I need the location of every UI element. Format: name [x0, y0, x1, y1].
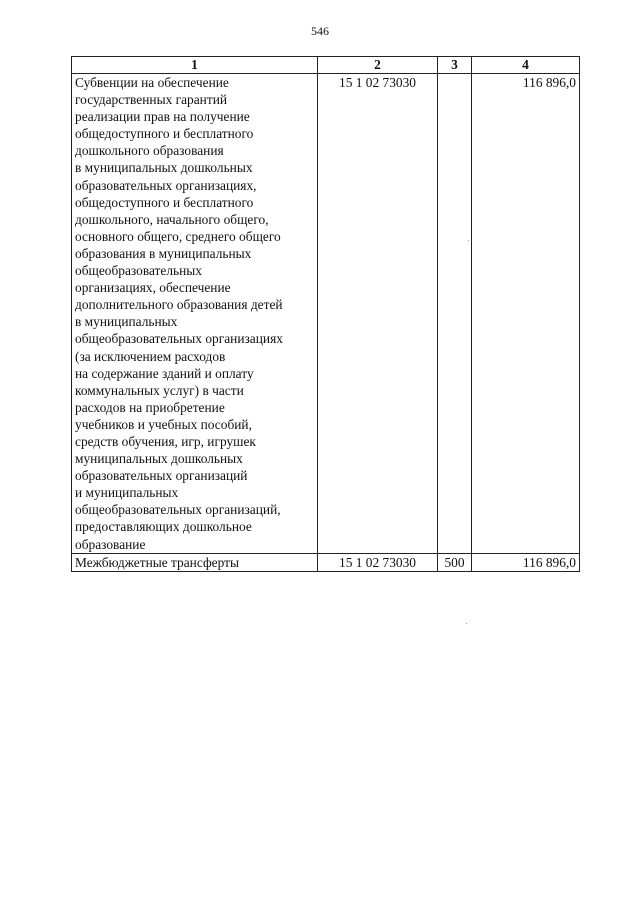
- header-col-3: 3: [438, 57, 472, 74]
- table-row: [72, 74, 580, 554]
- header-col-2: 2: [318, 57, 438, 74]
- row-expense-type: [438, 74, 472, 554]
- row-amount: 116 896,0: [472, 74, 580, 554]
- budget-table: [71, 56, 580, 572]
- page-number: 546: [311, 24, 329, 38]
- header-col-4: 4: [472, 57, 580, 74]
- row-description: Субвенции на обеспечение государственных гарантий реализации прав на получение общедоступного и бесплатного дошкольного образования в муниципальных дошкольных образовательных организациях, общедоступного и бесплатного дошкольного, начального общего, основного общего, среднего общего образования в муниципальных общеобразовательных организациях, обеспечение дополнительного образования детей в муниципальных общеобразовательных организациях (за исключением расходов на содержание зданий и оплату коммунальных услуг) в части расходов на приобретение учебников и учебных пособий, средств обучения, игр, игрушек муниципальных дошкольных образовательных организаций и муниципальных общеобразовательных организаций, предоставляющих дошкольное образование: [72, 74, 318, 554]
- row-amount: 116 896,0: [472, 553, 580, 571]
- scan-speck: [468, 240, 469, 241]
- row-description: Межбюджетные трансферты: [72, 553, 318, 571]
- table-header-row: [72, 57, 580, 74]
- header-col-1: 1: [72, 57, 318, 74]
- row-target-code: 15 1 02 73030: [318, 74, 438, 554]
- row-expense-type: 500: [438, 553, 472, 571]
- table-row: [72, 553, 580, 571]
- row-target-code: 15 1 02 73030: [318, 553, 438, 571]
- scan-speck: [466, 623, 467, 624]
